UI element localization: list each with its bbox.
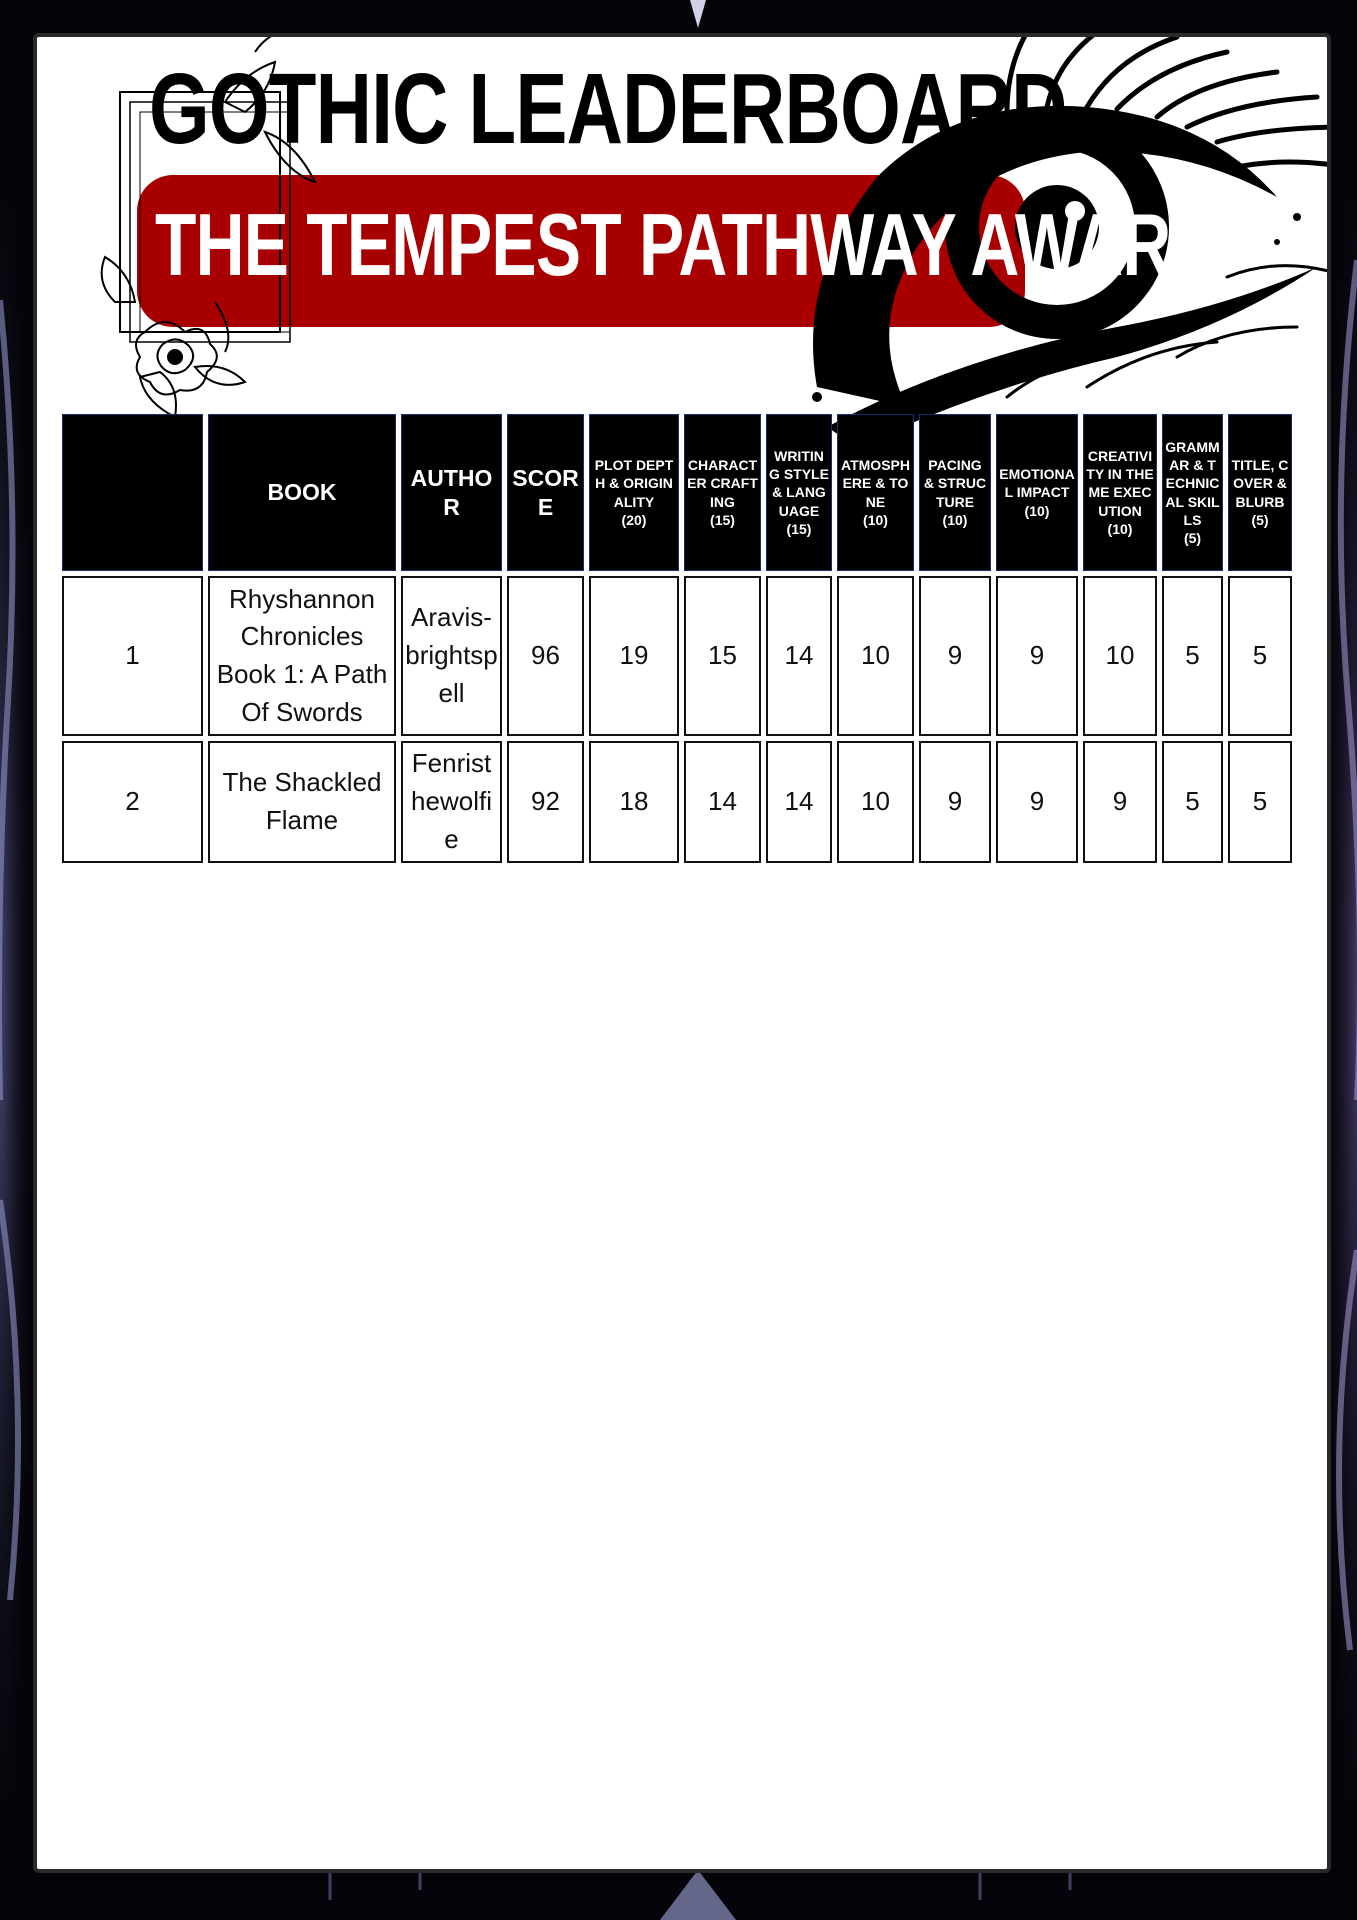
atmosphere-cell: 10 <box>837 576 914 736</box>
award-subtitle: THE TEMPEST PATHWAY AWARD <box>155 195 1219 294</box>
column-header-pacing: PACING & STRUCTURE (10) <box>919 414 991 571</box>
writing-cell: 14 <box>766 576 832 736</box>
rank-cell: 1 <box>62 576 203 736</box>
leaderboard-card <box>33 33 1331 1873</box>
pacing-cell: 9 <box>919 576 991 736</box>
column-header-title-cover: TITLE, COVER & BLURB (5) <box>1228 414 1292 571</box>
grammar-cell: 5 <box>1162 741 1223 863</box>
column-header-score: SCORE <box>507 414 584 571</box>
column-header-plot: PLOT DEPTH & ORIGINALITY (20) <box>589 414 679 571</box>
column-header-author: AUTHOR <box>401 414 502 571</box>
score-cell: 92 <box>507 741 584 863</box>
rank-cell: 2 <box>62 741 203 863</box>
score-cell: 96 <box>507 576 584 736</box>
column-header-creativity: CREATIVITY IN THEME EXECUTION (10) <box>1083 414 1157 571</box>
author-cell: Fenristhewolfie <box>401 741 502 863</box>
title-cover-cell: 5 <box>1228 576 1292 736</box>
character-cell: 14 <box>684 741 761 863</box>
book-cell: The Shackled Flame <box>208 741 396 863</box>
table-header-row <box>62 414 1292 571</box>
creativity-cell: 9 <box>1083 741 1157 863</box>
character-cell: 15 <box>684 576 761 736</box>
atmosphere-cell: 10 <box>837 741 914 863</box>
creativity-cell: 10 <box>1083 576 1157 736</box>
column-header-rank <box>62 414 203 571</box>
grammar-cell: 5 <box>1162 576 1223 736</box>
column-header-grammar: GRAMMAR & TECHNICAL SKILLS (5) <box>1162 414 1223 571</box>
column-header-writing: WRITING STYLE & LANGUAGE (15) <box>766 414 832 571</box>
title-cover-cell: 5 <box>1228 741 1292 863</box>
book-cell: Rhyshannon Chronicles Book 1: A Path Of Swords <box>208 576 396 736</box>
column-header-emotional: EMOTIONAL IMPACT (10) <box>996 414 1078 571</box>
column-header-book: BOOK <box>208 414 396 571</box>
column-header-character: CHARACTER CRAFTING (15) <box>684 414 761 571</box>
page-title: GOTHIC LEADERBOARD <box>149 53 1067 165</box>
leaderboard-table <box>57 409 1297 868</box>
column-header-atmosphere: ATMOSPHERE & TONE (10) <box>837 414 914 571</box>
author-cell: Aravis-brightspell <box>401 576 502 736</box>
emotional-cell: 9 <box>996 576 1078 736</box>
writing-cell: 14 <box>766 741 832 863</box>
table-row <box>62 576 1292 736</box>
plot-cell: 19 <box>589 576 679 736</box>
plot-cell: 18 <box>589 741 679 863</box>
pacing-cell: 9 <box>919 741 991 863</box>
emotional-cell: 9 <box>996 741 1078 863</box>
table-row <box>62 741 1292 863</box>
